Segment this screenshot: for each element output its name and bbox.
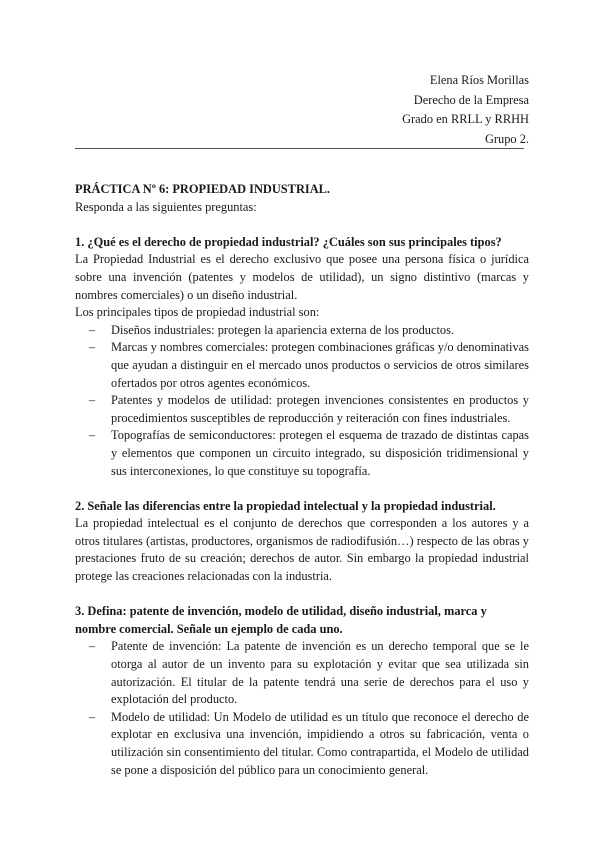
question-3: 3. Defina: patente de invención, modelo de utilidad, diseño industrial, marca y nombre comercial. Señale un ejemplo de cada uno. [75,604,487,636]
types-list [75,322,529,480]
list-item: – Diseños industriales: protegen la apariencia externa de los productos. [75,322,529,340]
instructions: Responda a las siguientes preguntas: [75,199,257,214]
degree-name: Grado en RRLL y RRHH [402,112,529,126]
list-item: – Modelo de utilidad: Un Modelo de utilidad es un título que reconoce el derecho de explotar en exclusiva una invención, impidiendo a otros su fabricación, venta o utilización sin consentimiento del titular. Como contrapartida, el Modelo de utilidad se pone a disposición del público para un conocimiento general. [75,709,529,779]
document-body [75,181,529,779]
answer-1-paragraph: La Propiedad Industrial es el derecho exclusivo que posee una persona física o jurídica sobre una invención (patentes y modelos de utilidad), un signo distintivo (marcas y nombres comerciales) o un diseño industrial. [75,252,529,302]
answer-2-paragraph: La propiedad intelectual es el conjunto de derechos que corresponden a los autores y a otros titulares (artistas, productores, organismos de radiodifusión…) respecto de las obras y prestaciones fruto de su creación; derechos de autor. Sin embargo la propiedad industrial protege las creaciones relacionadas con la industria. [75,516,529,584]
question-2: 2. Señale las diferencias entre la propiedad intelectual y la propiedad industrial. [75,498,496,513]
page-title: PRÁCTICA Nº 6: PROPIEDAD INDUSTRIAL. [75,182,331,196]
group-name: Grupo 2. [484,131,529,146]
course-name: Derecho de la Empresa [413,92,529,107]
header-divider [75,148,524,149]
list-item: – Marcas y nombres comerciales: protegen combinaciones gráficas y/o denominativas que ayudan a distinguir en el mercado unos productos o servicios de otros similares ofertados por otros agentes económicos. [75,339,529,392]
list-item: – Patentes y modelos de utilidad: protegen invenciones consistentes en productos y procedimientos susceptibles de reproducción y reiteración con fines industriales. [75,392,529,427]
list-item: – Patente de invención: La patente de invención es un derecho temporal que se le otorga al autor de un invento para su explotación y evitar que sea utilizada sin autorización. El titular de la patente tendrá una serie de derechos para el uso y explotación del producto. [75,638,529,708]
header-block [402,71,529,149]
definitions-list [75,638,529,779]
question-1: 1. ¿Qué es el derecho de propiedad industrial? ¿Cuáles son sus principales tipos? [75,234,502,249]
answer-1-paragraph: Los principales tipos de propiedad industrial son: [75,305,320,320]
author-name: Elena Ríos Morillas [429,73,529,87]
list-item: – Topografías de semiconductores: protegen el esquema de trazado de distintas capas y elementos que componen un circuito integrado, su disposición tridimensional y sus interconexiones, lo que constituye su topografía. [75,427,529,480]
